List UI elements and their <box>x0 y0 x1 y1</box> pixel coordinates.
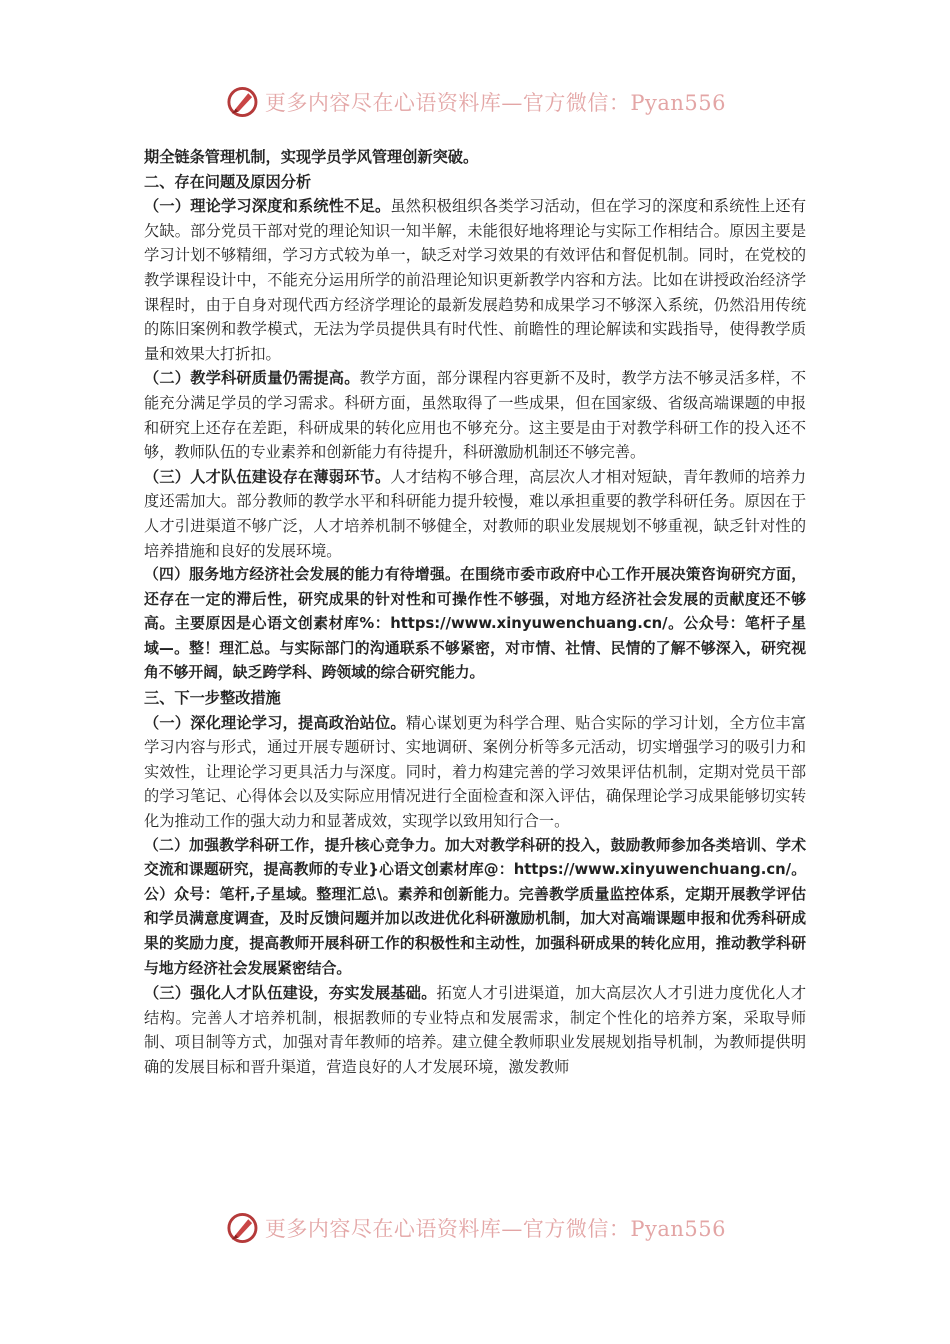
paragraph-text: 精心谋划更为科学合理、贴合实际的学习计划，全方位丰富学习内容与形式，通过开展专题研讨、实地调研、案例分析等多元活动，切实增强学习的吸引力和实效性，让理论学习更具活力与深度。同时，着力构建完善的学习效果评估机制，定期对党员干部的学习笔记、心得体会以及实际应用情况进行全面检查和深入评估，确保理论学习成果能够切实转化为推动工作的强大动力和显著成效，实现学以致用知行合一。 <box>144 713 807 831</box>
paragraph-talent-team <box>144 465 806 563</box>
paragraph-title: （一）理论学习深度和系统性不足。 <box>144 197 391 216</box>
paragraph-theory-depth <box>144 194 806 366</box>
paragraph-title: （二）教学科研质量仍需提高。 <box>144 369 360 388</box>
paragraph-deepen-theory <box>144 711 806 834</box>
paragraph-teaching-research <box>144 366 806 464</box>
paragraph-text: 教学方面，部分课程内容更新不及时，教学方法不够灵活多样，不能充分满足学员的学习需求。科研方面，虽然取得了一些成果，但在国家级、省级高端课题的申报和研究上还存在差距，科研成果的转化应用也不够充分。这主要是由于对教学科研工作的投入还不够，教师队伍的专业素养和创新能力有待提升，科研激励机制还不够完善。 <box>144 369 807 462</box>
paragraph-title: （三）人才队伍建设存在薄弱环节。 <box>144 467 391 486</box>
watermark-banner-top <box>226 82 726 122</box>
paragraph-title: （一）深化理论学习，提高政治站位。 <box>144 713 406 732</box>
document-body <box>144 145 806 1080</box>
pen-nib-circle-logo-icon <box>226 85 259 119</box>
paragraph-text: 人才结构不够合理，高层次人才相对短缺，青年教师的培养力度还需加大。部分教师的教学水平和科研能力提升较慢，难以承担重要的教学科研任务。原因在于人才引进渠道不够广泛，人才培养机制不够健全，对教师的职业发展规划不够重视，缺乏针对性的培养措施和良好的发展环境。 <box>144 467 807 560</box>
paragraph-intro: 期全链条管理机制，实现学员学风管理创新突破。 <box>144 148 479 166</box>
watermark-text: 更多内容尽在心语资料库—官方微信：Pyan556 <box>264 1217 726 1241</box>
paragraph-local-service: （四）服务地方经济社会发展的能力有待增强。在围绕市委市政府中心工作开展决策咨询研究方面，还存在一定的滞后性，研究成果的针对性和可操作性不够强，对地方经济社会发展的贡献度还不够高。主要原因是心语文创素材库%：https://www.xinyuwenchuang.cn/。公众号：笔杆子星域—。整！理汇总。与实际部门的沟通联系不够紧密，对市情、社情、民情的了解不够深入，研究视角不够开阔，缺乏跨学科、跨领域的综合研究能力。 <box>144 566 806 682</box>
paragraph-title: （三）强化人才队伍建设，夯实发展基础。 <box>144 984 437 1003</box>
watermark-banner-bottom <box>226 1208 726 1248</box>
paragraph-text: 虽然积极组织各类学习活动，但在学习的深度和系统性上还有欠缺。部分党员干部对党的理论知识一知半解，未能很好地将理论与实际工作相结合。原因主要是学习计划不够精细，学习方式较为单一，缺乏对学习效果的有效评估和督促机制。同时，在党校的教学课程设计中，不能充分运用所学的前沿理论知识更新教学内容和方法。比如在讲授政治经济学课程时，由于自身对现代西方经济学理论的最新发展趋势和成果学习不够深入系统，仍然沿用传统的陈旧案例和教学模式，无法为学员提供具有时代性、前瞻性的理论解读和实践指导，使得教学质量和效果大打折扣。 <box>144 197 807 363</box>
pen-nib-circle-logo-icon <box>226 1211 259 1245</box>
paragraph-strengthen-research: （二）加强教学科研工作，提升核心竞争力。加大对教学科研的投入，鼓励教师参加各类培训、学术交流和课题研究，提高教师的专业}心语文创素材库@：https://www.xinyuwenchuang.cn/。公）众号：笔杆,子星域。整理汇总\。素养和创新能力。完善教学质量监控体系，定期开展教学评估和学员满意度调查，及时反馈问题并加以改进优化科研激励机制，加大对高端课题申报和优秀科研成果的奖励力度，提高教师开展科研工作的积极性和主动性，加强科研成果的转化应用，推动教学科研与地方经济社会发展紧密结合。 <box>144 836 806 977</box>
watermark-text: 更多内容尽在心语资料库—官方微信：Pyan556 <box>264 91 726 115</box>
section-heading-3: 三、下一步整改措施 <box>144 689 281 708</box>
paragraph-talent-building <box>144 981 806 1079</box>
paragraph-text: 拓宽人才引进渠道，加大高层次人才引进力度优化人才结构。完善人才培养机制，根据教师的专业特点和发展需求，制定个性化的培养方案，采取导师制、项目制等方式，加强对青年教师的培养。建立健全教师职业发展规划指导机制，为教师提供明确的发展目标和晋升渠道，营造良好的人才发展环境，激发教师 <box>144 984 807 1076</box>
section-heading-2: 二、存在问题及原因分析 <box>144 172 312 191</box>
